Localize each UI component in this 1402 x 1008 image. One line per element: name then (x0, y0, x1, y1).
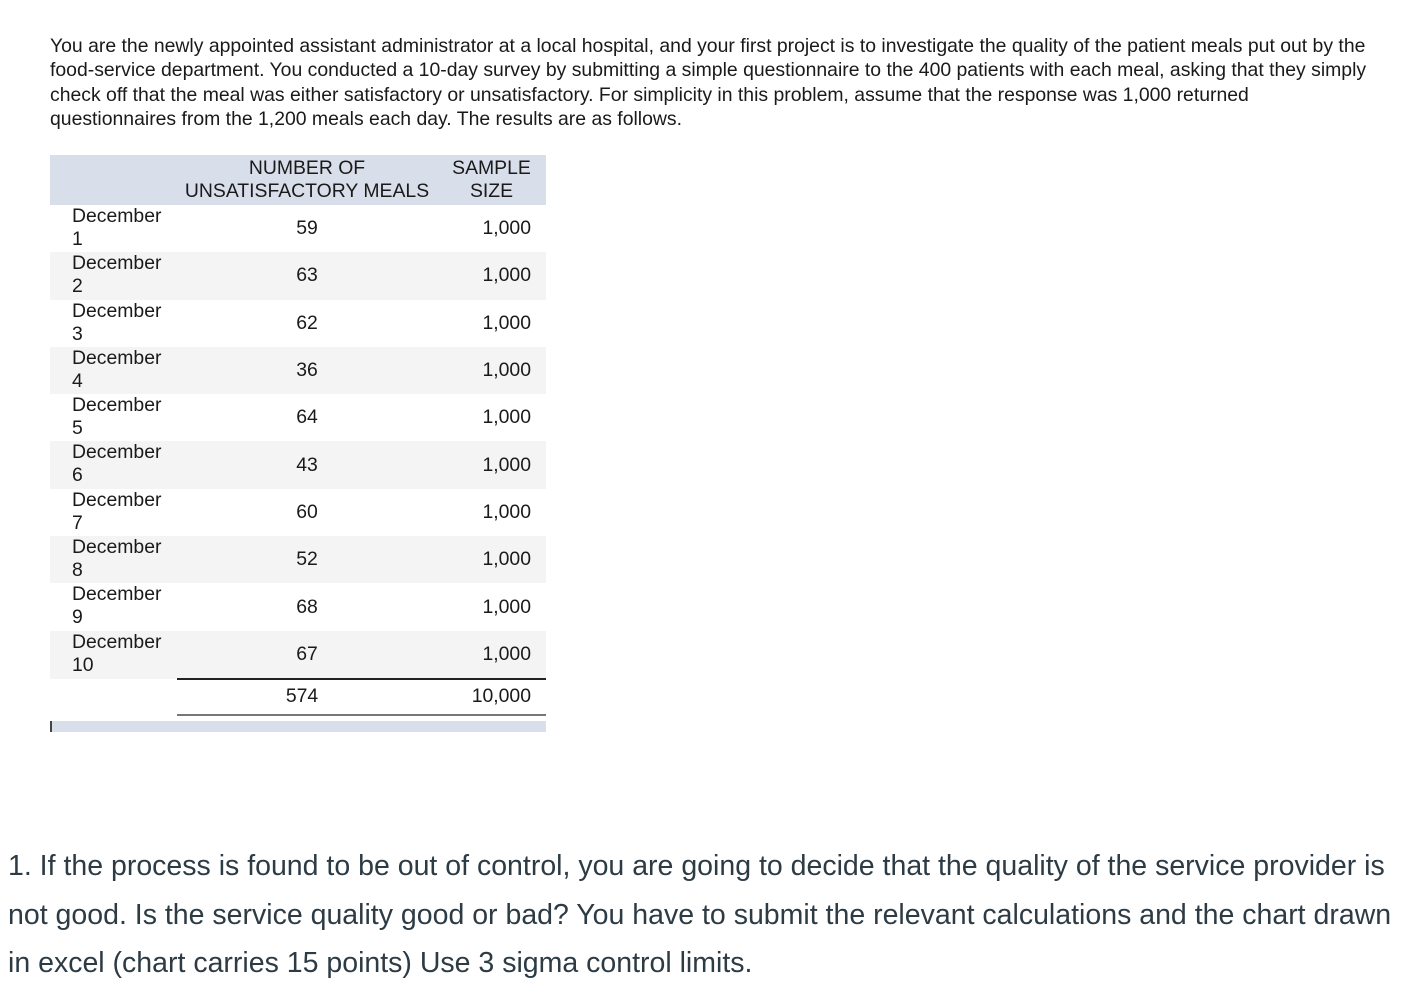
sample-size-cell: 1,000 (482, 406, 531, 429)
date-day: 8 (72, 559, 83, 582)
sample-size-cell: 1,000 (437, 631, 546, 679)
date-day: 9 (72, 606, 83, 629)
date-month: December (72, 394, 162, 417)
question-text: 1. If the process is found to be out of control, you are going to decide that the quality of the service provider is not good. Is the service quality good or bad? You have to submit the relevant calculations and the chart drawn in excel (chart carries 15 points) Use 3 sigma control limits. (8, 850, 1392, 979)
date-month: December (72, 630, 162, 653)
date-cell (50, 252, 177, 299)
date-month: December (72, 488, 162, 511)
date-month: December (72, 252, 162, 275)
date-day: 5 (72, 417, 83, 440)
unsatisfactory-cell: 60 (296, 500, 318, 523)
table-row (50, 300, 546, 347)
date-month: December (72, 346, 162, 369)
date-cell (50, 205, 177, 252)
header-sample-line2: SIZE (469, 180, 514, 202)
table-row (50, 252, 546, 299)
unsatisfactory-cell: 52 (177, 536, 437, 583)
unsatisfactory-cell: 64 (296, 406, 318, 429)
table-header-row (50, 155, 546, 205)
date-month: December (72, 205, 162, 227)
date-month: December (72, 536, 162, 559)
date-month: December (72, 583, 162, 606)
totals-row (50, 679, 546, 715)
header-unsatisfactory (177, 155, 437, 205)
sample-size-cell: 1,000 (482, 500, 531, 523)
date-cell (50, 583, 177, 630)
date-month: December (72, 299, 162, 322)
date-day: 6 (72, 464, 83, 487)
unsatisfactory-cell: 36 (177, 347, 437, 394)
unsatisfactory-cell: 59 (296, 217, 318, 240)
header-unsatisfactory-line2: UNSATISFACTORY MEALS (184, 180, 430, 202)
date-month: December (72, 441, 162, 464)
intro-paragraph: You are the newly appointed assistant administrator at a local hospital, and your first project is to investigate the quality of the patient meals put out by the food-service department. You conducted a 10-day survey by submitting a simple questionnaire to the 400 patients with each meal, asking that they simply check off that the meal was either satisfactory or unsatisfactory. For simplicity in this problem, assume that the response was 1,000 returned questionnaires from the 1,200 meals each day. The results are as follows. (50, 35, 1367, 130)
survey-table (50, 155, 546, 716)
header-date (50, 155, 177, 205)
date-day: 10 (72, 653, 94, 676)
date-day: 3 (72, 322, 83, 345)
table-row (50, 394, 546, 441)
sample-size-cell: 1,000 (437, 441, 546, 488)
table-row (50, 489, 546, 536)
sample-size-cell: 1,000 (482, 217, 531, 240)
meals-table (50, 155, 546, 716)
date-day: 1 (72, 228, 83, 250)
sample-size-cell: 1,000 (437, 536, 546, 583)
header-sample-line1: SAMPLE (452, 157, 531, 179)
sample-size-cell: 1,000 (482, 595, 531, 618)
total-unsatisfactory: 574 (177, 679, 437, 715)
date-cell (50, 631, 177, 679)
table-row (50, 536, 546, 583)
totals-label-cell (50, 679, 177, 715)
table-row (50, 631, 546, 679)
sample-size-cell: 1,000 (437, 347, 546, 394)
table-row (50, 583, 546, 630)
unsatisfactory-cell: 68 (296, 595, 318, 618)
sample-size-cell: 1,000 (437, 252, 546, 299)
date-cell (50, 489, 177, 536)
date-day: 2 (72, 275, 83, 298)
date-cell (50, 300, 177, 347)
table-row (50, 347, 546, 394)
date-cell (50, 536, 177, 583)
total-sample-size: 10,000 (437, 679, 546, 715)
date-cell (50, 394, 177, 441)
unsatisfactory-cell: 67 (177, 631, 437, 679)
header-unsatisfactory-line1: NUMBER OF (248, 157, 366, 179)
header-sample-size (437, 155, 546, 205)
date-cell (50, 347, 177, 394)
unsatisfactory-cell: 63 (177, 252, 437, 299)
date-day: 7 (72, 511, 83, 534)
unsatisfactory-cell: 43 (177, 441, 437, 488)
table-footer-bar (50, 721, 546, 732)
table-row (50, 441, 546, 488)
table-row (50, 205, 546, 252)
date-day: 4 (72, 369, 83, 392)
sample-size-cell: 1,000 (482, 311, 531, 334)
unsatisfactory-cell: 62 (296, 311, 318, 334)
date-cell (50, 441, 177, 488)
